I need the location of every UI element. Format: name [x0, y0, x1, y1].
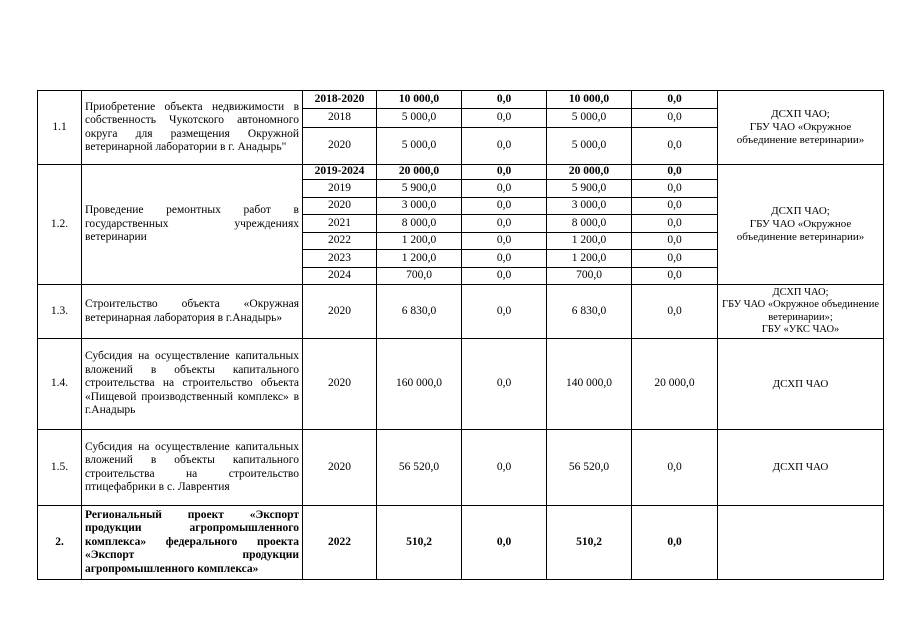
value-cell: 0,0 [632, 180, 718, 198]
value-cell: 0,0 [462, 430, 547, 506]
total-cell: 3 000,0 [377, 198, 462, 215]
year-cell: 2021 [303, 215, 377, 233]
value-cell: 0,0 [462, 91, 547, 109]
value-cell: 0,0 [462, 128, 547, 165]
value-cell: 0,0 [462, 165, 547, 180]
row-description: Проведение ремонтных работ в государственных учреждениях ветеринарии [82, 165, 303, 285]
year-cell: 2019 [303, 180, 377, 198]
value-cell: 510,2 [547, 506, 632, 580]
table-row [38, 506, 884, 580]
total-cell: 1 200,0 [377, 233, 462, 250]
year-cell: 2020 [303, 128, 377, 165]
value-cell: 56 520,0 [547, 430, 632, 506]
year-cell: 2020 [303, 285, 377, 339]
total-cell: 56 520,0 [377, 430, 462, 506]
responsible-cell: ДСХП ЧАО [718, 430, 884, 506]
value-cell: 5 000,0 [547, 109, 632, 128]
value-cell: 0,0 [632, 109, 718, 128]
value-cell: 0,0 [462, 215, 547, 233]
responsible-cell: ДСХП ЧАО; ГБУ ЧАО «Окружное объединение ветеринарии» [718, 165, 884, 285]
value-cell: 6 830,0 [547, 285, 632, 339]
value-cell: 700,0 [547, 268, 632, 285]
table-row [38, 91, 884, 109]
program-table [37, 90, 884, 580]
total-cell: 510,2 [377, 506, 462, 580]
total-cell: 6 830,0 [377, 285, 462, 339]
year-cell: 2020 [303, 430, 377, 506]
value-cell: 0,0 [462, 250, 547, 268]
responsible-cell [718, 506, 884, 580]
total-cell: 8 000,0 [377, 215, 462, 233]
value-cell: 0,0 [462, 109, 547, 128]
value-cell: 0,0 [632, 128, 718, 165]
value-cell: 1 200,0 [547, 250, 632, 268]
value-cell: 0,0 [632, 430, 718, 506]
responsible-cell: ДСХП ЧАО; ГБУ ЧАО «Окружное объединение ветеринарии» [718, 91, 884, 165]
year-cell: 2019-2024 [303, 165, 377, 180]
year-cell: 2022 [303, 506, 377, 580]
value-cell: 0,0 [632, 91, 718, 109]
value-cell: 0,0 [462, 233, 547, 250]
total-cell: 5 000,0 [377, 109, 462, 128]
year-cell: 2018 [303, 109, 377, 128]
row-description: Субсидия на осуществление капитальных вложений в объекты капитального строительства на строительство объекта «Пищевой производственный комплекс» в г.Анадырь [82, 339, 303, 430]
year-cell: 2022 [303, 233, 377, 250]
year-cell: 2020 [303, 198, 377, 215]
year-cell: 2024 [303, 268, 377, 285]
value-cell: 0,0 [632, 198, 718, 215]
value-cell: 3 000,0 [547, 198, 632, 215]
value-cell: 0,0 [632, 268, 718, 285]
table-row [38, 165, 884, 180]
value-cell: 0,0 [462, 285, 547, 339]
row-number: 1.2. [38, 165, 82, 285]
value-cell: 0,0 [462, 180, 547, 198]
value-cell: 20 000,0 [547, 165, 632, 180]
responsible-cell: ДСХП ЧАО [718, 339, 884, 430]
total-cell: 10 000,0 [377, 91, 462, 109]
row-number: 1.1 [38, 91, 82, 165]
total-cell: 20 000,0 [377, 165, 462, 180]
value-cell: 10 000,0 [547, 91, 632, 109]
value-cell: 0,0 [632, 250, 718, 268]
table-row [38, 339, 884, 430]
value-cell: 0,0 [632, 506, 718, 580]
value-cell: 0,0 [632, 233, 718, 250]
row-description: Приобретение объекта недвижимости в собственность Чукотского автономного округа для размещения Окружной ветеринарной лаборатории в г. Анадырь" [82, 91, 303, 165]
total-cell: 700,0 [377, 268, 462, 285]
value-cell: 0,0 [632, 215, 718, 233]
row-number: 1.5. [38, 430, 82, 506]
row-number: 2. [38, 506, 82, 580]
total-cell: 1 200,0 [377, 250, 462, 268]
total-cell: 160 000,0 [377, 339, 462, 430]
value-cell: 140 000,0 [547, 339, 632, 430]
value-cell: 5 900,0 [547, 180, 632, 198]
table-row [38, 285, 884, 339]
year-cell: 2020 [303, 339, 377, 430]
value-cell: 0,0 [632, 165, 718, 180]
responsible-cell: ДСХП ЧАО; ГБУ ЧАО «Окружное объединение ветеринарии»; ГБУ «УКС ЧАО» [718, 285, 884, 339]
row-description: Строительство объекта «Окружная ветеринарная лаборатория в г.Анадырь» [82, 285, 303, 339]
year-cell: 2023 [303, 250, 377, 268]
value-cell: 0,0 [462, 506, 547, 580]
value-cell: 20 000,0 [632, 339, 718, 430]
value-cell: 5 000,0 [547, 128, 632, 165]
value-cell: 0,0 [632, 285, 718, 339]
value-cell: 0,0 [462, 339, 547, 430]
value-cell: 1 200,0 [547, 233, 632, 250]
row-number: 1.4. [38, 339, 82, 430]
row-description: Региональный проект «Экспорт продукции агропромышленного комплекса» федерального проекта «Экспорт продукции агропромышленного комплекса» [82, 506, 303, 580]
row-number: 1.3. [38, 285, 82, 339]
total-cell: 5 900,0 [377, 180, 462, 198]
row-description: Субсидия на осуществление капитальных вложений в объекты капитального строительства на строительство птицефабрики в с. Лаврентия [82, 430, 303, 506]
total-cell: 5 000,0 [377, 128, 462, 165]
year-cell: 2018-2020 [303, 91, 377, 109]
value-cell: 0,0 [462, 198, 547, 215]
table-row [38, 430, 884, 506]
value-cell: 8 000,0 [547, 215, 632, 233]
value-cell: 0,0 [462, 268, 547, 285]
